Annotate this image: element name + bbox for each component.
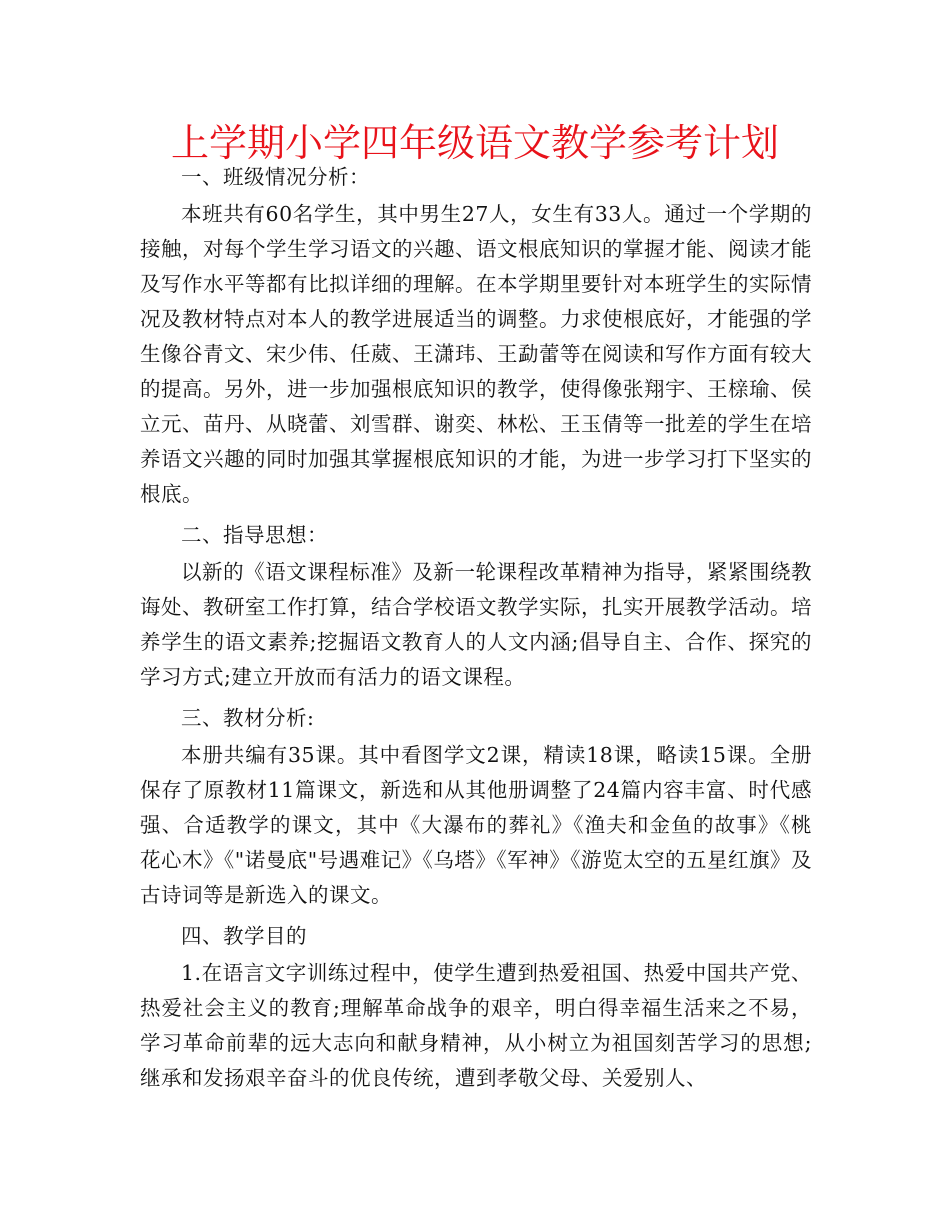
section-guiding-ideology — [140, 518, 812, 695]
section-class-analysis — [140, 160, 812, 512]
section-heading: 四、教学目的 — [181, 924, 307, 948]
paragraph: 以新的《语文课程标准》及新一轮课程改革精神为指导，紧紧围绕教诲处、教研室工作打算，结合学校语文教学实际，扎实开展教学活动。培养学生的语文素养;挖掘语文教育人的人文内涵;倡导自主、合作、探究的学习方式;建立开放而有活力的语文课程。 — [140, 560, 812, 689]
section-heading: 三、教材分析: — [181, 706, 315, 730]
paragraph: 本班共有60名学生，其中男生27人，女生有33人。通过一个学期的接触，对每个学生学习语文的兴趣、语文根底知识的掌握才能、阅读才能及写作水平等都有比拟详细的理解。在本学期里要针对本班学生的实际情况及教材特点对本人的教学进展适当的调整。力求使根底好，才能强的学生像谷青文、宋少伟、任葳、王潇玮、王勐蕾等在阅读和写作方面有较大的提高。另外，进一步加强根底知识的教学，使得像张翔宇、王榇瑜、侯立元、苗丹、从晓蕾、刘雪群、谢奕、林松、王玉倩等一批差的学生在培养语文兴趣的同时加强其掌握根底知识的才能，为进一步学习打下坚实的根底。 — [140, 202, 812, 506]
document-body — [140, 160, 812, 1096]
section-heading: 二、指导思想： — [181, 523, 328, 547]
paragraph: 本册共编有35课。其中看图学文2课，精读18课，略读15课。全册保存了原教材11篇课文，新选和从其他册调整了24篇内容丰富、时代感强、合适教学的课文，其中《大瀑布的葬礼》《渔夫和金鱼的故事》《桃花心木》《"诺曼底"号遇难记》《乌塔》《军神》《游览太空的五星红旗》及古诗词等是新选入的课文。 — [140, 743, 812, 907]
section-teaching-goals — [140, 919, 812, 1096]
document-title: 上学期小学四年级语文教学参考计划 — [170, 121, 779, 165]
paragraph: 1.在语言文字训练过程中，使学生遭到热爱祖国、热爱中国共产党、热爱社会主义的教育;理解革命战争的艰辛，明白得幸福生活来之不易，学习革命前辈的远大志向和献身精神，从小树立为祖国刻苦学习的思想;继承和发扬艰辛奋斗的优良传统，遭到孝敬父母、关爱别人、 — [140, 961, 812, 1090]
section-textbook-analysis — [140, 701, 812, 913]
section-heading: 一、班级情况分析： — [181, 165, 370, 189]
